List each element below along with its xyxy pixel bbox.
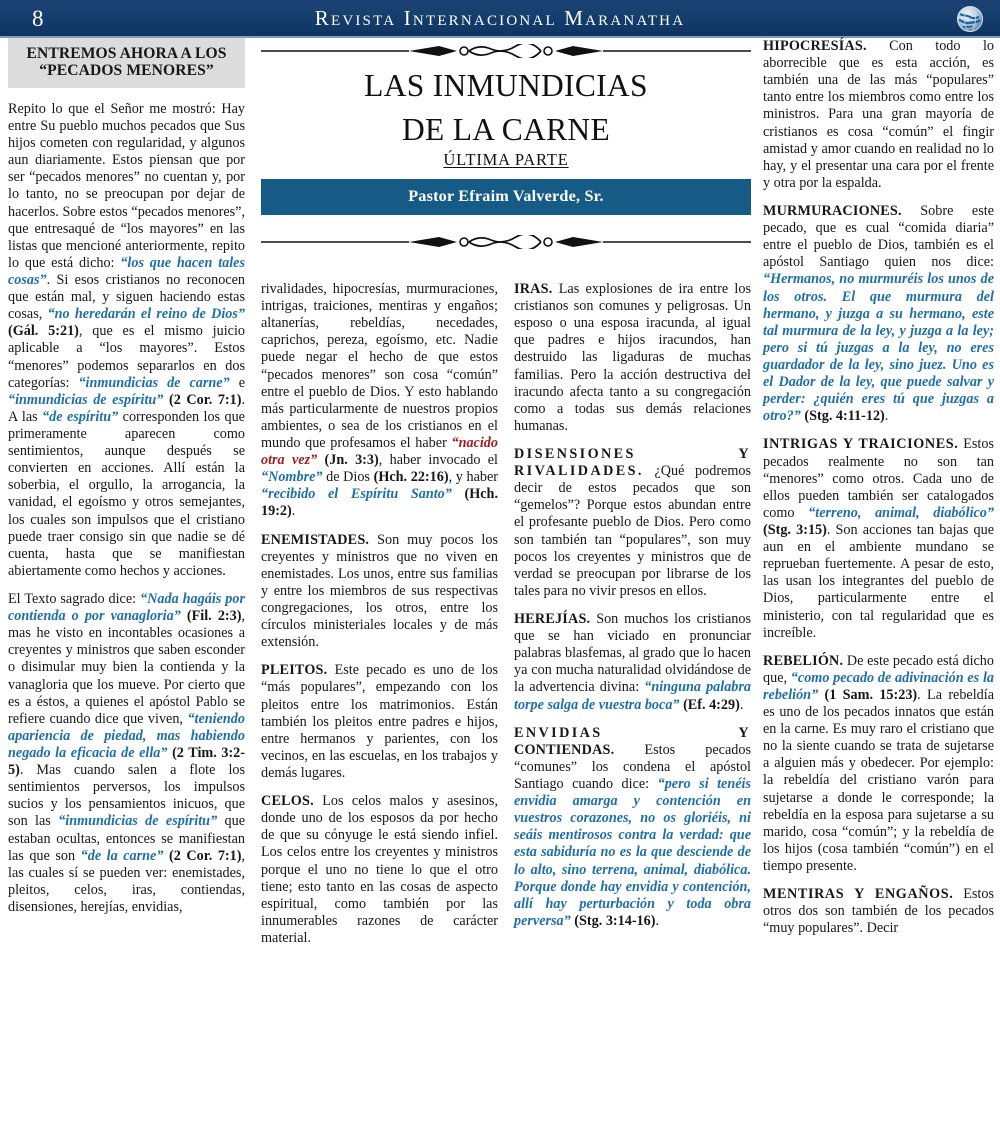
paragraph [261, 532, 498, 652]
text-run: corresponden los que primeramente aparecen como sentimientos, aunque después se convierten en acciones. Allí están la soberbia, el orgullo, la arrogancia, la vanidad, el egoísmo y otros semejantes, los cuales son impulsos que el cristiano puede traer consigo sin que nadie se dé cuenta, hasta que se manifiestan abiertamente como hechos y acciones. [8, 408, 245, 579]
paragraph [763, 38, 994, 192]
scripture-quote: “teniendo apariencia de piedad, mas habiendo negado la eficacia de ella” [8, 710, 245, 761]
paragraph [261, 281, 498, 521]
text-run: Estos pecados realmente no son tan “menores” como otros. Cada uno de ellos pueden también ser catalogados como [763, 436, 994, 521]
text-run [317, 452, 324, 468]
text-run: rivalidades, hipocresías, murmuraciones, intrigas, traiciones, mentiras y engaños; altanerías, rebeldías, necedades, caprichos, pereza, egoísmo, etc. Nadie puede negar el hecho de que estos “pecados menores” son cosa “común” entre el pueblo de Dios. Y esto hablando más particularmente de nuestros propios ambientes, o sea de los cristianos en el mundo que profesamos el haber [261, 281, 498, 451]
text-run: de Dios [322, 469, 374, 486]
paragraph [763, 653, 994, 875]
text-run: . Mas cuando salen a flote los sentimientos perversos, los impulsos sucios y los pensamientos inicuos, que son las [8, 762, 245, 830]
text-run: Son muchos los cristianos que se han viciado en pronunciar palabras blasfemas, al grado que lo hacen ya con mucha naturalidad olvidándose de la advertencia divina: [514, 610, 751, 696]
section-heading-line1: ENTREMOS AHORA A LOS [26, 45, 227, 62]
subsection-heading: ENEMISTADES. [261, 531, 370, 548]
text-run: . A las [8, 391, 246, 425]
scripture-quote: “de espíritu” [42, 408, 119, 425]
paragraph [763, 436, 994, 641]
scripture-quote: “inmundicias de espíritu” [58, 813, 218, 830]
scripture-reference: (Hch. 22:16) [373, 469, 449, 486]
paragraph [763, 886, 994, 937]
text-run: Las explosiones de ira entre los cristianos son comunes y peligrosas. Un esposo o una esposa iracunda, al igual que padres e hijos iracundos, han destruido las ligaduras de muchas familias. Pero la acción destructiva del iracundo afecta tanto a su congregación como a todas sus demás relaciones humanas. [514, 281, 751, 434]
scripture-reference: (Stg. 3:14-16) [574, 912, 656, 929]
globe-icon [954, 3, 986, 35]
scripture-reference: (2 Cor. 7:1) [169, 847, 242, 864]
column-3 [514, 38, 751, 930]
paragraph [8, 101, 245, 580]
text-run: . [739, 696, 744, 713]
text-run: . Son acciones tan bajas que aun en el ambiente mundano se reprueban fuertemente. A pesar de esto, las usan los integrantes del pueblo de Dios, particularmente entre el ministerio, con tal regularidad que es increíble. [763, 521, 994, 641]
text-run: . [291, 503, 296, 520]
scripture-reference: (Gál. 5:21) [8, 323, 79, 340]
scripture-reference: (Fil. 2:3) [186, 608, 242, 625]
scripture-quote: “terreno, animal, diabólico” [808, 504, 994, 521]
text-run: . La rebeldía es uno de los pecados innatos que están en la carne. Es muy raro el cristiano que no la siente cuando se trata de sujetarse a alguien más y obedecer. Por ejemplo: la rebeldía del cristiano varón para sujetarse a donde le corresponde; la rebeldía en la esposa para sujetarse a su marido, cosa “común”; y la rebeldía de los hijos (cosa también “común”) en el tiempo presente. [763, 686, 995, 875]
scripture-reference: (1 Sam. 15:23) [824, 686, 918, 703]
subsection-heading: PLEITOS. [261, 662, 328, 679]
paragraph [261, 662, 498, 782]
scripture-quote: “inmundicias de espíritu” [8, 391, 164, 408]
paragraph [514, 725, 751, 930]
column-1 [8, 38, 245, 916]
article-subtitle: ÚLTIMA PARTE [443, 149, 569, 169]
scripture-quote: “pero si tenéis envidia amarga y contención en vuestros corazones, no os gloriéis, ni seáis mentirosos contra la verdad: que esta sabiduría no es la que desciende de lo alto, sino terrena, animal, diabólica. Porque donde hay envidia y contención, allí hay perturbación y toda obra perversa” [514, 775, 751, 929]
text-run: Con todo lo aborrecible que es esta acción, es también una de las más “populares” tanto entre los miembros como entre los ministros. Para una gran mayoría de cristianos es cosa “común” el fingir amistad y amor cuando en realidad no lo hay, y el presentar una cara por el frente y otra por la espalda. [763, 38, 994, 191]
paragraph [514, 611, 751, 714]
scripture-reference: (Ef. 4:29) [683, 696, 740, 713]
page-number: 8 [32, 5, 44, 31]
paragraph [514, 446, 751, 600]
scripture-quote: “inmundicias de carne” [78, 374, 230, 391]
scripture-quote: “recibido el Espíritu Santo” [261, 486, 452, 503]
text-run: Sobre este pecado, que es cual “comida diaria” entre el pueblo de Dios, también es el apóstol Santiago quien nos dice: [763, 202, 994, 271]
text-run: De este pecado está dicho que, [763, 652, 994, 686]
paragraph [763, 203, 994, 425]
text-run: Estos pecados “comunes” los condena el apóstol Santiago cuando dice: [514, 741, 751, 792]
section-heading-box [8, 38, 245, 88]
subsection-heading: HEREJÍAS. [514, 610, 591, 627]
scripture-quote: “no heredarán el reino de Dios” [47, 306, 246, 323]
scripture-reference: (Jn. 3:3) [324, 452, 379, 469]
text-run [452, 486, 465, 502]
scripture-reference: (Stg. 4:11-12) [804, 408, 885, 425]
text-run: El Texto sagrado dice: [8, 590, 141, 607]
article-byline: Pastor Efraim Valverde, Sr. [261, 179, 751, 215]
subsection-heading: INTRIGAS Y TRAICIONES. [763, 436, 959, 453]
text-run: , y haber [448, 469, 498, 486]
article-title-line1: LAS INMUNDICIAS [364, 68, 648, 103]
page-body [0, 38, 1000, 1125]
subsection-heading: IRAS. [514, 281, 553, 297]
subsection-heading: HIPOCRESÍAS. [763, 38, 867, 54]
subsection-heading: ENVIDIAS Y [514, 724, 751, 741]
text-run: , haber invocado el [378, 452, 498, 469]
text-run: e [229, 374, 245, 391]
column-2 [261, 38, 498, 947]
text-run: Este pecado es uno de los “más populares”, empezando con los pleitos entre los matrimonios. Están también los pleitos entre padres e hijos, entre hermanos y parientes, con los vecinos, en las escuelas, en los trabajos y demás lugares. [261, 662, 498, 781]
text-run: , que es el mismo juicio aplicable a “los mayores”. Estos “menores” podemos separarlos en dos categorías: [8, 323, 245, 391]
subsection-heading: MURMURACIONES. [763, 202, 902, 219]
text-run: . [655, 912, 660, 929]
text-run: Estos otros dos son también de los pecados “muy populares”. Decir [763, 886, 994, 937]
text-run: , las cuales sí se pueden ver: enemistades, pleitos, celos, iras, contiendas, disensiones, herejías, envidias, [8, 847, 246, 915]
scripture-quote: “Nada hagáis por contienda o por vanagloria” [8, 590, 245, 625]
text-run: . [884, 408, 889, 425]
scripture-quote: “Hermanos, no murmuréis los unos de los otros. El que murmura del hermano, y juzga a su hermano, este tal murmura de la ley, y juzga a la ley; pero si tú juzgas a la ley, no eres guardador de la ley, sino juez. Uno es el Dador de la ley, que puede salvar y perder: ¿quién eres tú que juzgas a otro?” [763, 271, 994, 425]
scripture-reference: (2 Tim. 3:2-5) [8, 744, 245, 779]
subsection-heading: CELOS. [261, 793, 314, 810]
subsection-heading: REBELIÓN. [763, 652, 844, 669]
subsection-heading: DISENSIONES Y [514, 445, 751, 462]
scripture-quote: “Nombre” [261, 469, 323, 486]
paragraph [514, 281, 751, 435]
page-masthead [0, 0, 1000, 38]
text-run: ¿Qué podremos decir de estos pecados que son “gemelos”? Porque estos abundan entre el profesante pueblo de Dios. Pero como son también tan “populares”, son muy pocos los creyentes y ministros que de verdad se preocupan por librarse de los tales para no vivir presos en ellos. [514, 463, 751, 599]
column-4 [763, 38, 994, 937]
scripture-quote: “los que hacen tales cosas” [8, 254, 245, 288]
section-heading-line2: “PECADOS MENORES” [39, 62, 214, 80]
subsection-heading: RIVALIDADES. [514, 463, 644, 480]
scripture-quote: “de la carne” [80, 847, 164, 864]
scripture-reference: (Stg. 3:15) [763, 521, 827, 538]
text-run: Son muy pocos los creyentes y ministros que no viven en enemistades. Los unos, entre sus familias y entre los miembros de sus respectivas congregaciones, los otros, entre los círculos ministeriales locales y de más extensión. [261, 531, 498, 651]
text-run: , mas he visto en incontables ocasiones a creyentes y ministros que saben esconder o disimular muy bien la contienda y la vanagloria que los mueve. Por cierto que es a éstos, a quienes el apóstol Pablo se refiere cuando dice que viven, [8, 608, 246, 727]
scripture-quote: “ninguna palabra torpe salga de vuestra boca” [514, 679, 751, 713]
text-run: Repito lo que el Señor me mostró: Hay entre Su pueblo muchos pecados que Sus hijos cometen con regularidad, y algunos aun diariamente. Estos piensan que por ser “pecados menores” no cuentan y, por lo tanto, no se preocupan por dejar de hacerlos. Sobre estos “pecados menores”, que entresaqué de “los mayores” en las listas que mencioné anteriormente, repito lo que está dicho: [8, 100, 245, 271]
scripture-reference: (2 Cor. 7:1) [168, 391, 242, 408]
publication-title: Revista Internacional Maranatha [314, 5, 686, 30]
text-run: Los celos malos y asesinos, donde uno de los esposos da por hecho de que su cónyuge le está siendo infiel. Los celos entre los creyentes y ministros porque el uno no tiene lo que el otro tiene; esto tanto en las cosas de aspecto espiritual, como también por las innumerables razones de carácter material. [261, 793, 498, 946]
subsection-heading: CONTIENDAS. [514, 741, 615, 758]
text-run: . Si esos cristianos no reconocen que están mal, y siguen haciendo estas cosas, [8, 272, 245, 323]
scripture-quote: “como pecado de adivinación es la rebelión” [763, 669, 994, 703]
scripture-quote-red: “nacido otra vez” [261, 434, 498, 469]
subsection-heading: MENTIRAS Y ENGAÑOS. [763, 886, 954, 903]
scripture-reference: (Hch. 19:2) [261, 486, 498, 520]
paragraph [8, 591, 245, 916]
text-run: que estaban ocultas, entonces se manifiestan las que son [8, 813, 246, 864]
article-title-line2: DE LA CARNE [401, 112, 611, 148]
paragraph [261, 793, 498, 947]
